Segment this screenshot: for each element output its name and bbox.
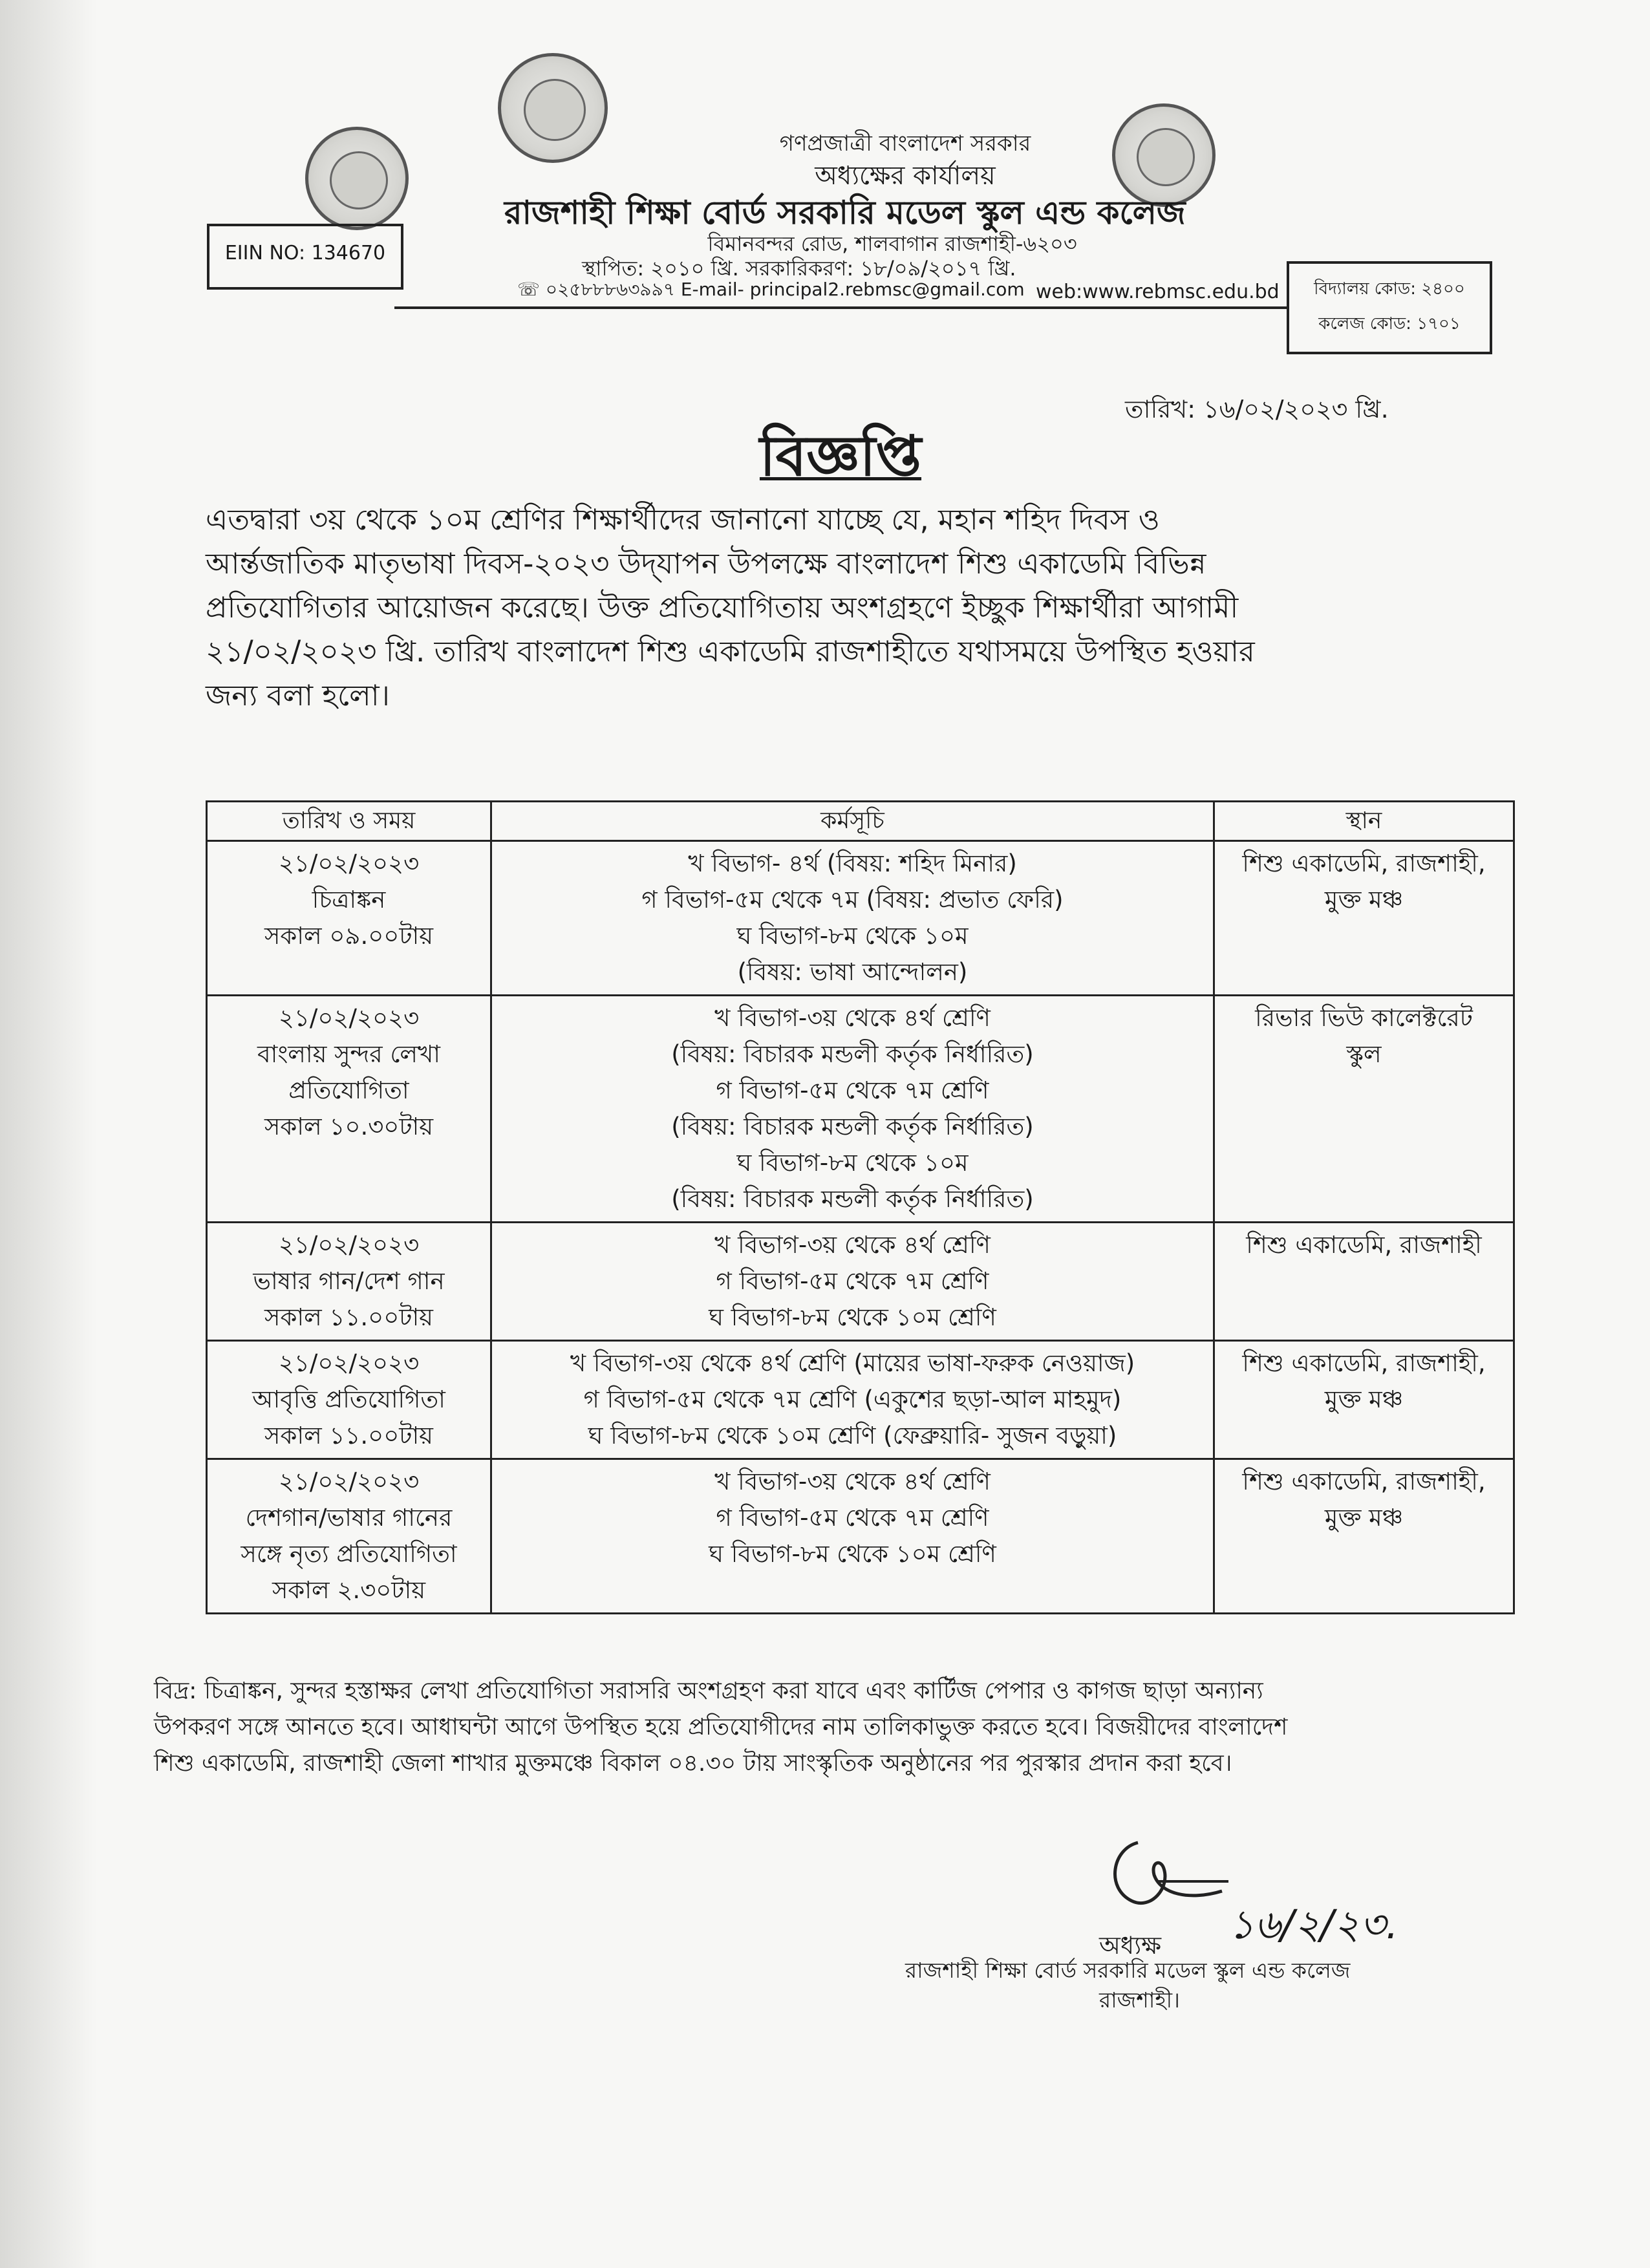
cell-line: ঘ বিভাগ-৮ম থেকে ১০ম শ্রেণি <box>709 1303 996 1331</box>
code-box <box>1287 261 1492 354</box>
institution-address: বিমানবন্দর রোড, শালবাগান রাজশাহী-৬২০৩ <box>707 231 1077 256</box>
cell-line: খ বিভাগ-৩য় থেকে ৪র্থ শ্রেণি <box>714 1004 991 1032</box>
body-line: প্রতিযোগিতার আয়োজন করেছে। উক্ত প্রতিযোগিতায় অংশগ্রহণে ইচ্ছুক শিক্ষার্থীরা আগামী <box>206 590 1239 625</box>
cell-line: ২১/০২/২০২৩ <box>278 1468 420 1495</box>
cell-line: ঘ বিভাগ-৮ম থেকে ১০ম <box>736 1149 969 1177</box>
footnote <box>154 1673 1538 1782</box>
institution-name: রাজশাহী শিক্ষা বোর্ড সরকারি মডেল স্কুল এন্ড কলেজ <box>504 194 1186 231</box>
row-program <box>491 1459 1214 1614</box>
cell-line: (বিষয়: বিচারক মন্ডলী কর্তৃক নির্ধারিত) <box>671 1113 1034 1140</box>
row-program <box>491 996 1214 1223</box>
cell-line: খ বিভাগ-৩য় থেকে ৪র্থ শ্রেণি <box>714 1468 991 1495</box>
notice-date: তারিখ: ১৬/০২/২০২৩ খ্রি. <box>1125 395 1389 423</box>
cell-line: গ বিভাগ-৫ম থেকে ৭ম শ্রেণি <box>716 1267 989 1295</box>
table-row <box>207 841 1514 996</box>
cell-line: (বিষয়: বিচারক মন্ডলী কর্তৃক নির্ধারিত) <box>671 1185 1034 1213</box>
signatory-institution: রাজশাহী শিক্ষা বোর্ড সরকারি মডেল স্কুল এন্ড কলেজ <box>905 1958 1351 1983</box>
row-venue <box>1214 1223 1514 1341</box>
cell-line: ঘ বিভাগ-৮ম থেকে ১০ম <box>736 922 969 950</box>
cell-line: আবৃত্তি প্রতিযোগিতা <box>252 1385 445 1413</box>
website: web:www.rebmsc.edu.bd <box>1036 281 1280 303</box>
cell-line: সকাল ২.৩০টায় <box>272 1576 425 1604</box>
cell-line: স্কুল <box>1346 1040 1382 1068</box>
cell-line: শিশু একাডেমি, রাজশাহী, <box>1242 850 1486 877</box>
scan-left-edge <box>0 0 97 2268</box>
cell-line: ভাষার গান/দেশ গান <box>253 1267 445 1295</box>
cell-line: সকাল ০৯.০০টায় <box>264 922 434 950</box>
notice-body <box>206 498 1538 718</box>
cell-line: সকাল ১০.৩০টায় <box>264 1113 434 1140</box>
signatory-city: রাজশাহী। <box>1099 1987 1180 2013</box>
row-venue <box>1214 1459 1514 1614</box>
row-date-time <box>207 1223 491 1341</box>
school-code: বিদ্যালয় কোড: ২৪০০ <box>1314 279 1465 299</box>
cell-line: ২১/০২/২০২৩ <box>278 1231 420 1259</box>
cell-line: (বিষয়: বিচারক মন্ডলী কর্তৃক নির্ধারিত) <box>671 1040 1034 1068</box>
row-venue <box>1214 1341 1514 1459</box>
cell-line: মুক্ত মঞ্চ <box>1324 1504 1404 1532</box>
cell-line: খ বিভাগ-৩য় থেকে ৪র্থ শ্রেণি <box>714 1231 991 1259</box>
cell-line: ঘ বিভাগ-৮ম থেকে ১০ম শ্রেণি (ফেব্রুয়ারি- সুজন বড়ুয়া) <box>588 1422 1117 1450</box>
table-row <box>207 1223 1514 1341</box>
eiin-number: EIIN NO: 134670 <box>224 242 386 264</box>
cell-line: (বিষয়: ভাষা আন্দোলন) <box>737 958 968 986</box>
board-seal-icon <box>305 127 409 230</box>
row-date-time <box>207 1459 491 1614</box>
body-line: এতদ্বারা ৩য় থেকে ১০ম শ্রেণির শিক্ষার্থীদের জানানো যাচ্ছে যে, মহান শহিদ দিবস ও <box>206 502 1160 537</box>
table-row <box>207 1459 1514 1614</box>
footnote-line: উপকরণ সঙ্গে আনতে হবে। আধাঘন্টা আগে উপস্থিত হয়ে প্রতিযোগীদের নাম তালিকাভুক্ত করতে হবে। বিজয়ীদের বাংলাদেশ <box>154 1714 1288 1740</box>
signature-date: ১৬/২/২৩. <box>1228 1901 1398 1948</box>
header-program: কর্মসূচি <box>491 802 1214 841</box>
establishment-info: স্থাপিত: ২০১০ খ্রি. সরকারিকরণ: ১৮/০৯/২০১৭ খ্রি. <box>582 256 1016 281</box>
cell-line: রিভার ভিউ কালেক্টরেট <box>1255 1004 1473 1032</box>
cell-line: ২১/০২/২০২৩ <box>278 1004 420 1032</box>
cell-line: ঘ বিভাগ-৮ম থেকে ১০ম শ্রেণি <box>709 1540 996 1568</box>
row-venue <box>1214 841 1514 996</box>
row-program <box>491 1223 1214 1341</box>
body-line: জন্য বলা হলো। <box>206 678 390 712</box>
signatory-title: অধ্যক্ষ <box>1099 1931 1162 1960</box>
eiin-box <box>207 224 403 290</box>
table-row <box>207 996 1514 1223</box>
cell-line: গ বিভাগ-৫ম থেকে ৭ম (বিষয়: প্রভাত ফেরি) <box>641 886 1064 914</box>
cell-line: চিত্রাঙ্কন <box>312 886 386 914</box>
schedule-table <box>206 800 1515 1614</box>
cell-line: সঙ্গে নৃত্য প্রতিযোগিতা <box>241 1540 457 1568</box>
body-line: ২১/০২/২০২৩ খ্রি. তারিখ বাংলাদেশ শিশু একাডেমি রাজশাহীতে যথাসময়ে উপস্থিত হওয়ার <box>206 634 1255 669</box>
cell-line: দেশগান/ভাষার গানের <box>245 1504 453 1532</box>
college-code: কলেজ কোড: ১৭০১ <box>1318 314 1461 334</box>
notice-title: বিজ্ঞপ্তি <box>759 424 922 489</box>
row-date-time <box>207 1341 491 1459</box>
body-line: আর্ন্তজাতিক মাতৃভাষা দিবস-২০২৩ উদ্‌যাপন উপলক্ষে বাংলাদেশ শিশু একাডেমি বিভিন্ন <box>206 546 1206 581</box>
cell-line: মুক্ত মঞ্চ <box>1324 1385 1404 1413</box>
cell-line: ২১/০২/২০২৩ <box>278 850 420 877</box>
header-divider <box>394 306 1287 309</box>
government-name: গণপ্রজাত্রী বাংলাদেশ সরকার <box>779 131 1031 156</box>
row-program <box>491 841 1214 996</box>
footnote-line: শিশু একাডেমি, রাজশাহী জেলা শাখার মুক্তমঞ্চে বিকাল ০৪.৩০ টায় সাংস্কৃতিক অনুষ্ঠানের পর পুরস্কার প্রদান করা হবে। <box>154 1750 1232 1777</box>
row-date-time <box>207 996 491 1223</box>
header-venue: স্থান <box>1214 802 1514 841</box>
cell-line: গ বিভাগ-৫ম থেকে ৭ম শ্রেণি (একুশের ছড়া-আল মাহমুদ) <box>583 1385 1122 1413</box>
cell-line: ২১/০২/২০২৩ <box>278 1349 420 1377</box>
header-date-time: তারিখ ও সময় <box>207 802 491 841</box>
cell-line: সকাল ১১.০০টায় <box>264 1422 433 1450</box>
cell-line: শিশু একাডেমি, রাজশাহী, <box>1242 1468 1486 1495</box>
row-program <box>491 1341 1214 1459</box>
cell-line: প্রতিযোগিতা <box>288 1076 409 1104</box>
row-date-time <box>207 841 491 996</box>
table-header-row <box>207 802 1514 841</box>
table-row <box>207 1341 1514 1459</box>
footnote-line: বিদ্র: চিত্রাঙ্কন, সুন্দর হস্তাক্ষর লেখা প্রতিযোগিতা সরাসরি অংশগ্রহণ করা যাবে এবং কার্টিজ পেপার ও কাগজ ছাড়া অন্যান্য <box>154 1678 1263 1704</box>
cell-line: শিশু একাডেমি, রাজশাহী <box>1246 1231 1482 1259</box>
cell-line: গ বিভাগ-৫ম থেকে ৭ম শ্রেণি <box>716 1076 989 1104</box>
cell-line: মুক্ত মঞ্চ <box>1324 886 1404 914</box>
office-name: অধ্যক্ষের কার্যালয় <box>815 161 996 191</box>
cell-line: সকাল ১১.০০টায় <box>264 1303 433 1331</box>
cell-line: খ বিভাগ- ৪র্থ (বিষয়: শহিদ মিনার) <box>688 850 1017 877</box>
government-seal-icon <box>498 53 608 163</box>
cell-line: বাংলায় সুন্দর লেখা <box>257 1040 440 1068</box>
phone-email: ☏ ০২৫৮৮৮৬৩৯৯৭ E-mail- principal2.rebmsc@gmail.com <box>517 279 1025 300</box>
row-venue <box>1214 996 1514 1223</box>
cell-line: শিশু একাডেমি, রাজশাহী, <box>1242 1349 1486 1377</box>
cell-line: খ বিভাগ-৩য় থেকে ৪র্থ শ্রেণি (মায়ের ভাষা-ফরুক নেওয়াজ) <box>570 1349 1135 1377</box>
cell-line: গ বিভাগ-৫ম থেকে ৭ম শ্রেণি <box>716 1504 989 1532</box>
